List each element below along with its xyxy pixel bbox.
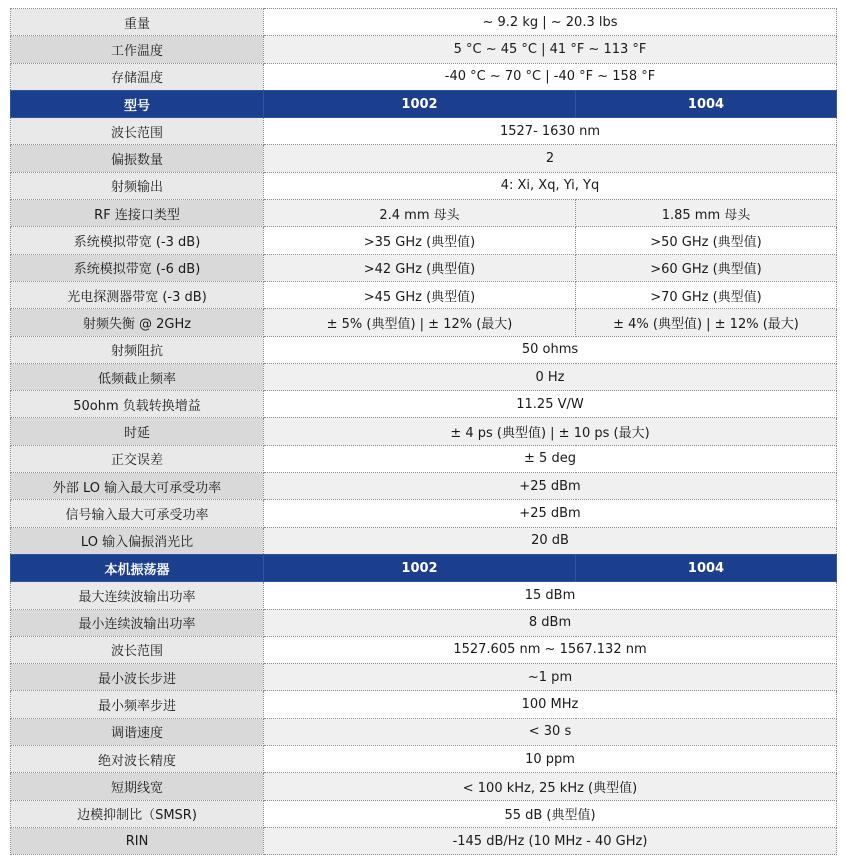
spec-label: 光电探测器带宽 (-3 dB) [11, 281, 264, 308]
spec-row [11, 281, 837, 308]
spec-value: 1.85 mm 母头 [576, 200, 837, 227]
spec-label: 信号输入最大可承受功率 [11, 500, 264, 527]
spec-row [11, 473, 837, 500]
spec-label: 系统模拟带宽 (-3 dB) [11, 227, 264, 254]
spec-value: < 100 kHz, 25 kHz (典型值) [264, 773, 837, 800]
spec-label: 最小连续波输出功率 [11, 609, 264, 636]
spec-row [11, 527, 837, 554]
spec-row [11, 36, 837, 63]
spec-row [11, 718, 837, 745]
section-header-label: 本机振荡器 [11, 554, 264, 581]
spec-label: 绝对波长精度 [11, 746, 264, 773]
spec-value: 20 dB [264, 527, 837, 554]
spec-label: 最小频率步进 [11, 691, 264, 718]
spec-row [11, 309, 837, 336]
spec-value: ~1 pm [264, 664, 837, 691]
model-column-header: 1004 [576, 554, 837, 581]
spec-value: ± 5 deg [264, 445, 837, 472]
spec-row [11, 800, 837, 827]
model-column-header: 1004 [576, 90, 837, 117]
spec-value: ~ 9.2 kg | ~ 20.3 lbs [264, 9, 837, 36]
spec-row [11, 118, 837, 145]
spec-value: < 30 s [264, 718, 837, 745]
spec-label: 最大连续波输出功率 [11, 582, 264, 609]
spec-value: +25 dBm [264, 473, 837, 500]
spec-value: 1527.605 nm ~ 1567.132 nm [264, 636, 837, 663]
spec-value: 0 Hz [264, 363, 837, 390]
spec-label: 射频阻抗 [11, 336, 264, 363]
spec-value: 4: Xi, Xq, Yi, Yq [264, 172, 837, 199]
spec-row [11, 391, 837, 418]
spec-row [11, 9, 837, 36]
spec-label: 偏振数量 [11, 145, 264, 172]
spec-label: 系统模拟带宽 (-6 dB) [11, 254, 264, 281]
spec-value: 2.4 mm 母头 [264, 200, 576, 227]
spec-row [11, 445, 837, 472]
spec-row [11, 63, 837, 90]
spec-row [11, 691, 837, 718]
spec-row [11, 145, 837, 172]
spec-label: 边模抑制比（SMSR) [11, 800, 264, 827]
spec-value: -145 dB/Hz (10 MHz - 40 GHz) [264, 827, 837, 854]
section-header-label: 型号 [11, 90, 264, 117]
spec-value: 8 dBm [264, 609, 837, 636]
spec-value: >50 GHz (典型值) [576, 227, 837, 254]
spec-row [11, 254, 837, 281]
spec-row [11, 200, 837, 227]
spec-value: 15 dBm [264, 582, 837, 609]
spec-label: 时延 [11, 418, 264, 445]
spec-label: 最小波长步进 [11, 664, 264, 691]
spec-label: 射频输出 [11, 172, 264, 199]
spec-row [11, 746, 837, 773]
spec-label: 波长范围 [11, 118, 264, 145]
spec-value: 50 ohms [264, 336, 837, 363]
spec-value: >60 GHz (典型值) [576, 254, 837, 281]
spec-label: 50ohm 负载转换增益 [11, 391, 264, 418]
spec-sheet [10, 8, 836, 855]
spec-value: 11.25 V/W [264, 391, 837, 418]
spec-value: 100 MHz [264, 691, 837, 718]
spec-value: 10 ppm [264, 746, 837, 773]
spec-value: 5 °C ~ 45 °C | 41 °F ~ 113 °F [264, 36, 837, 63]
spec-label: 短期线宽 [11, 773, 264, 800]
spec-row [11, 636, 837, 663]
spec-label: 重量 [11, 9, 264, 36]
spec-row [11, 500, 837, 527]
spec-value: >45 GHz (典型值) [264, 281, 576, 308]
spec-row [11, 664, 837, 691]
spec-value: >70 GHz (典型值) [576, 281, 837, 308]
spec-label: 低频截止频率 [11, 363, 264, 390]
spec-value: ± 5% (典型值) | ± 12% (最大) [264, 309, 576, 336]
model-column-header: 1002 [264, 90, 576, 117]
spec-label: 外部 LO 输入最大可承受功率 [11, 473, 264, 500]
spec-table-body [11, 9, 837, 855]
section-header-row [11, 554, 837, 581]
spec-label: 正交误差 [11, 445, 264, 472]
spec-label: 存储温度 [11, 63, 264, 90]
spec-value: -40 °C ~ 70 °C | -40 °F ~ 158 °F [264, 63, 837, 90]
spec-table [10, 8, 837, 855]
spec-label: 工作温度 [11, 36, 264, 63]
model-column-header: 1002 [264, 554, 576, 581]
spec-label: LO 输入偏振消光比 [11, 527, 264, 554]
spec-value: 2 [264, 145, 837, 172]
spec-value: 55 dB (典型值) [264, 800, 837, 827]
spec-value: ± 4 ps (典型值) | ± 10 ps (最大) [264, 418, 837, 445]
spec-label: 射频失衡 @ 2GHz [11, 309, 264, 336]
spec-row [11, 172, 837, 199]
spec-row [11, 336, 837, 363]
spec-label: RIN [11, 827, 264, 854]
spec-label: RF 连接口类型 [11, 200, 264, 227]
spec-row [11, 227, 837, 254]
spec-row [11, 582, 837, 609]
spec-row [11, 773, 837, 800]
spec-label: 波长范围 [11, 636, 264, 663]
section-header-row [11, 90, 837, 117]
spec-value: ± 4% (典型值) | ± 12% (最大) [576, 309, 837, 336]
spec-value: +25 dBm [264, 500, 837, 527]
spec-row [11, 363, 837, 390]
spec-row [11, 827, 837, 854]
spec-value: 1527- 1630 nm [264, 118, 837, 145]
spec-row [11, 609, 837, 636]
spec-label: 调谐速度 [11, 718, 264, 745]
spec-value: >35 GHz (典型值) [264, 227, 576, 254]
spec-row [11, 418, 837, 445]
spec-value: >42 GHz (典型值) [264, 254, 576, 281]
